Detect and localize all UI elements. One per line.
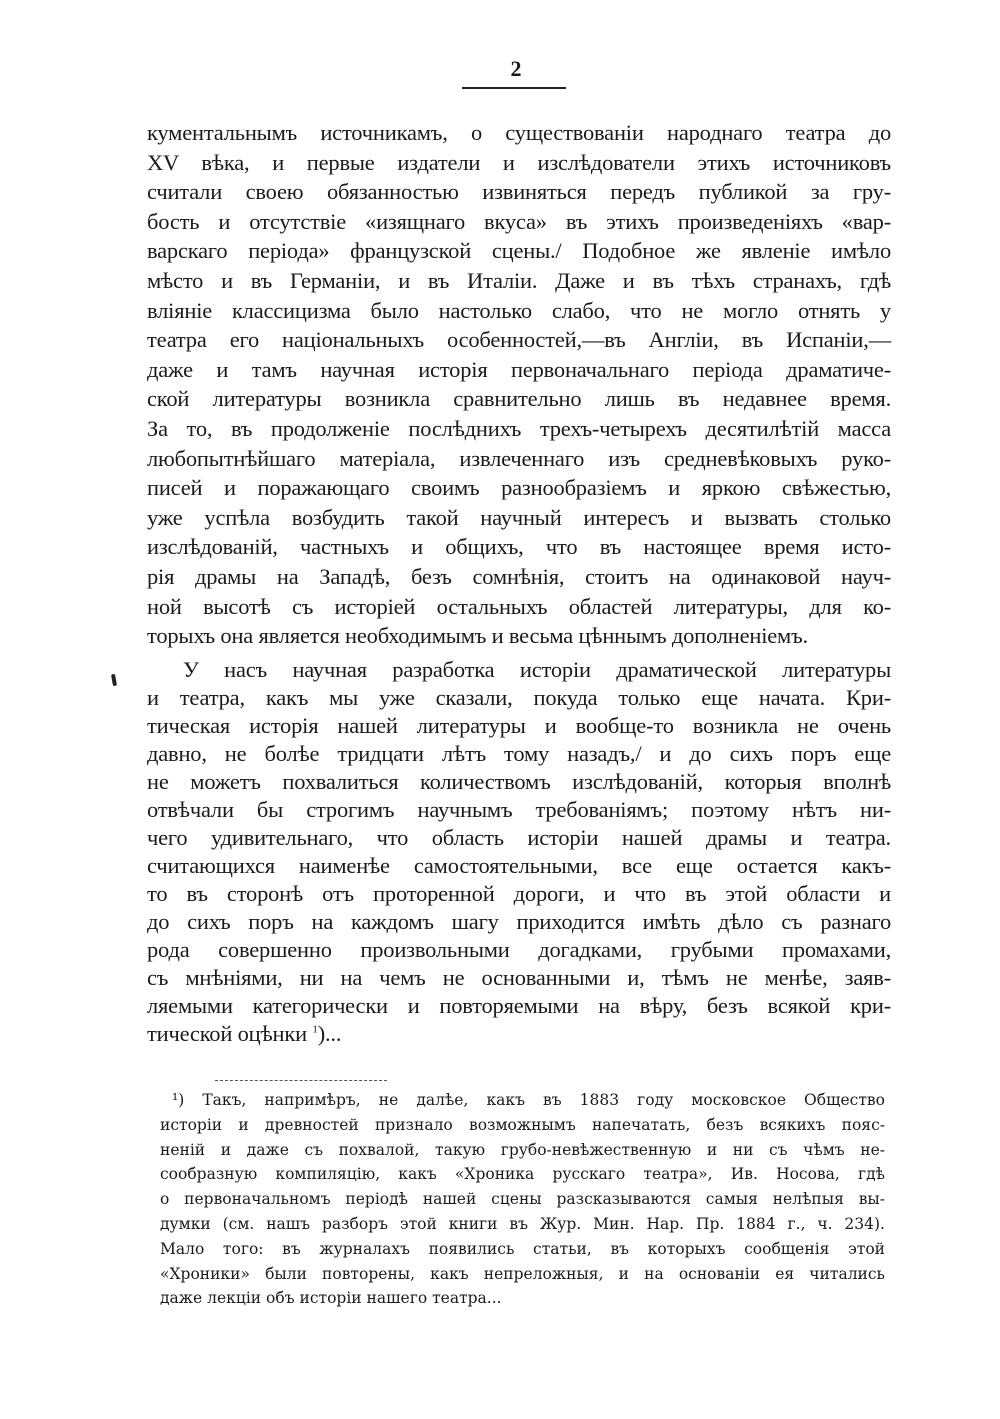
line-text: У насъ научная разработка исторіи драматической литературы <box>183 656 891 682</box>
line-text: даже и тамъ научная исторія первоначальнаго періода драматиче- <box>147 356 891 382</box>
line-text: ¹) Такъ, напримѣръ, не далѣе, какъ въ 1883 году московское Общество <box>172 1091 885 1109</box>
line-text: не можетъ похвалиться количествомъ изслѣдованій, которыя вполнѣ <box>147 768 891 794</box>
text-line <box>147 414 891 444</box>
line-text: то въ сторонѣ отъ проторенной дороги, и что въ этой области и <box>147 880 891 906</box>
line-text: съ мнѣніями, ни на чемъ не основанными и, тѣмъ не менѣе, заяв- <box>147 964 891 990</box>
line-text: рія драмы на Западѣ, безъ сомнѣнія, стоитъ на одинаковой науч- <box>147 563 891 589</box>
footnote-reference[interactable]: 1 <box>312 1023 318 1036</box>
text-line <box>160 1237 885 1262</box>
page-number: 2 <box>510 56 522 81</box>
line-text: сообразную компиляцію, какъ «Хроника русскаго театра», Ив. Носова, гдѣ <box>160 1165 885 1184</box>
paragraph-2 <box>147 656 891 1048</box>
line-text: ляемыми категорически и повторяемыми на вѣру, безъ всякой кри- <box>147 992 891 1018</box>
line-text: «Хроники» были повторены, какъ непреложныя, и на основаніи ея читались <box>160 1264 885 1283</box>
text-line <box>147 768 891 796</box>
text-line <box>147 936 891 964</box>
text-line <box>160 1187 885 1212</box>
text-line <box>147 656 891 684</box>
line-text: до сихъ поръ на каждомъ шагу приходится имѣть дѣло съ разнаго <box>147 908 891 934</box>
text-line <box>160 1212 885 1237</box>
text-line <box>147 207 891 237</box>
text-line <box>147 908 891 936</box>
line-text: тической оцѣнки <box>147 1020 307 1046</box>
text-line <box>147 562 891 592</box>
text-line <box>147 532 891 562</box>
text-line <box>147 621 891 651</box>
line-text: чего удивительнаго, что область исторіи нашей драмы и театра. <box>147 824 891 850</box>
text-line <box>147 824 891 852</box>
text-line <box>147 444 891 474</box>
text-line <box>160 1162 885 1187</box>
page-number-rule <box>462 87 566 89</box>
line-text: отвѣчали бы строгимъ научнымъ требованіямъ; поэтому нѣтъ ни- <box>147 796 891 822</box>
text-line <box>160 1113 885 1138</box>
text-line <box>160 1286 885 1311</box>
line-text: ной высотѣ съ исторіей остальныхъ областей литературы, для ко- <box>147 593 891 619</box>
line-text: Мало того: въ журналахъ появились статьи, въ которыхъ сообщенія этой <box>160 1239 885 1258</box>
text-line <box>147 355 891 385</box>
text-line <box>147 592 891 622</box>
line-text: изслѣдованій, частныхъ и общихъ, что въ настоящее время исто- <box>147 534 891 560</box>
text-line <box>147 503 891 533</box>
text-line <box>147 236 891 266</box>
margin-pencil-mark <box>111 674 117 687</box>
main-text <box>147 118 891 1048</box>
line-text: уже успѣла возбудить такой научный интересъ и вызвать столько <box>147 504 891 530</box>
text-line <box>147 177 891 207</box>
text-line <box>160 1088 885 1113</box>
line-text: торыхъ она является необходимымъ и весьма цѣннымъ дополненіемъ. <box>147 623 808 649</box>
text-line <box>147 796 891 824</box>
line-text: ской литературы возникла сравнительно лишь въ недавнее время. <box>147 386 891 412</box>
line-text: XV вѣка, и первые издатели и изслѣдователи этихъ источниковъ <box>147 149 891 175</box>
line-text: давно, не болѣе тридцати лѣтъ тому назадъ,/ и до сихъ поръ еще <box>147 740 891 766</box>
text-line <box>147 384 891 414</box>
text-line <box>147 880 891 908</box>
text-line <box>147 473 891 503</box>
text-line <box>147 852 891 880</box>
line-text: варскаго періода» французской сцены./ Подобное же явленіе имѣло <box>147 238 891 264</box>
text-line <box>147 992 891 1020</box>
line-text: любопытнѣйшаго матеріала, извлеченнаго изъ средневѣковыхъ руко- <box>147 445 891 471</box>
text-line <box>147 964 891 992</box>
text-line <box>160 1262 885 1287</box>
line-tail: )... <box>317 1020 342 1046</box>
line-text: бость и отсутствіе «изящнаго вкуса» въ этихъ произведеніяхъ «вар- <box>147 208 891 234</box>
line-text: тическая исторія нашей литературы и вообще-то возникла не очень <box>147 712 891 738</box>
text-line <box>147 1020 891 1048</box>
text-line <box>147 296 891 326</box>
line-text: кументальнымъ источникамъ, о существованіи народнаго театра до <box>147 120 891 145</box>
footnote <box>160 1088 885 1311</box>
line-text: мѣсто и въ Германіи, и въ Италіи. Даже и въ тѣхъ странахъ, гдѣ <box>147 267 891 293</box>
line-text: театра его національныхъ особенностей,—въ Англіи, въ Испаніи,— <box>147 327 891 353</box>
line-text: и театра, какъ мы уже сказали, покуда только еще начата. Кри- <box>147 684 891 710</box>
text-line <box>160 1138 885 1163</box>
line-text: исторіи и древностей признало возможнымъ напечатать, безъ всякихъ пояс- <box>160 1115 885 1134</box>
line-text: считали своею обязанностью извиняться передъ публикой за гру- <box>147 179 891 205</box>
paragraph-1 <box>147 118 891 651</box>
line-text: неній и даже съ похвалой, такую грубо-невѣжественную и ни съ чѣмъ не- <box>160 1140 885 1159</box>
line-text: даже лекціи объ исторіи нашего театра... <box>160 1289 502 1308</box>
line-text: о первоначальномъ періодѣ нашей сцены разсказываются самыя нелѣпыя вы- <box>160 1190 885 1209</box>
text-line <box>147 266 891 296</box>
line-text: вліяніе классицизма было настолько слабо, что не могло отнять у <box>147 297 891 323</box>
text-line <box>147 712 891 740</box>
line-text: думки (см. нашъ разборъ этой книги въ Жур. Мин. Нар. Пр. 1884 г., ч. 234). <box>160 1214 885 1233</box>
line-text: рода совершенно произвольными догадками, грубыми промахами, <box>147 936 891 962</box>
text-line <box>147 325 891 355</box>
text-line <box>147 684 891 712</box>
footnote-separator <box>215 1080 387 1082</box>
line-text: За то, въ продолженіе послѣднихъ трехъ-четырехъ десятилѣтій масса <box>147 415 891 441</box>
line-text: писей и поражающаго своимъ разнообразіемъ и яркою свѣжестью, <box>147 475 891 501</box>
text-line <box>147 148 891 178</box>
text-line <box>147 740 891 768</box>
text-line <box>147 118 891 148</box>
line-text: считающихся наименѣе самостоятельными, все еще остается какъ- <box>147 852 891 878</box>
